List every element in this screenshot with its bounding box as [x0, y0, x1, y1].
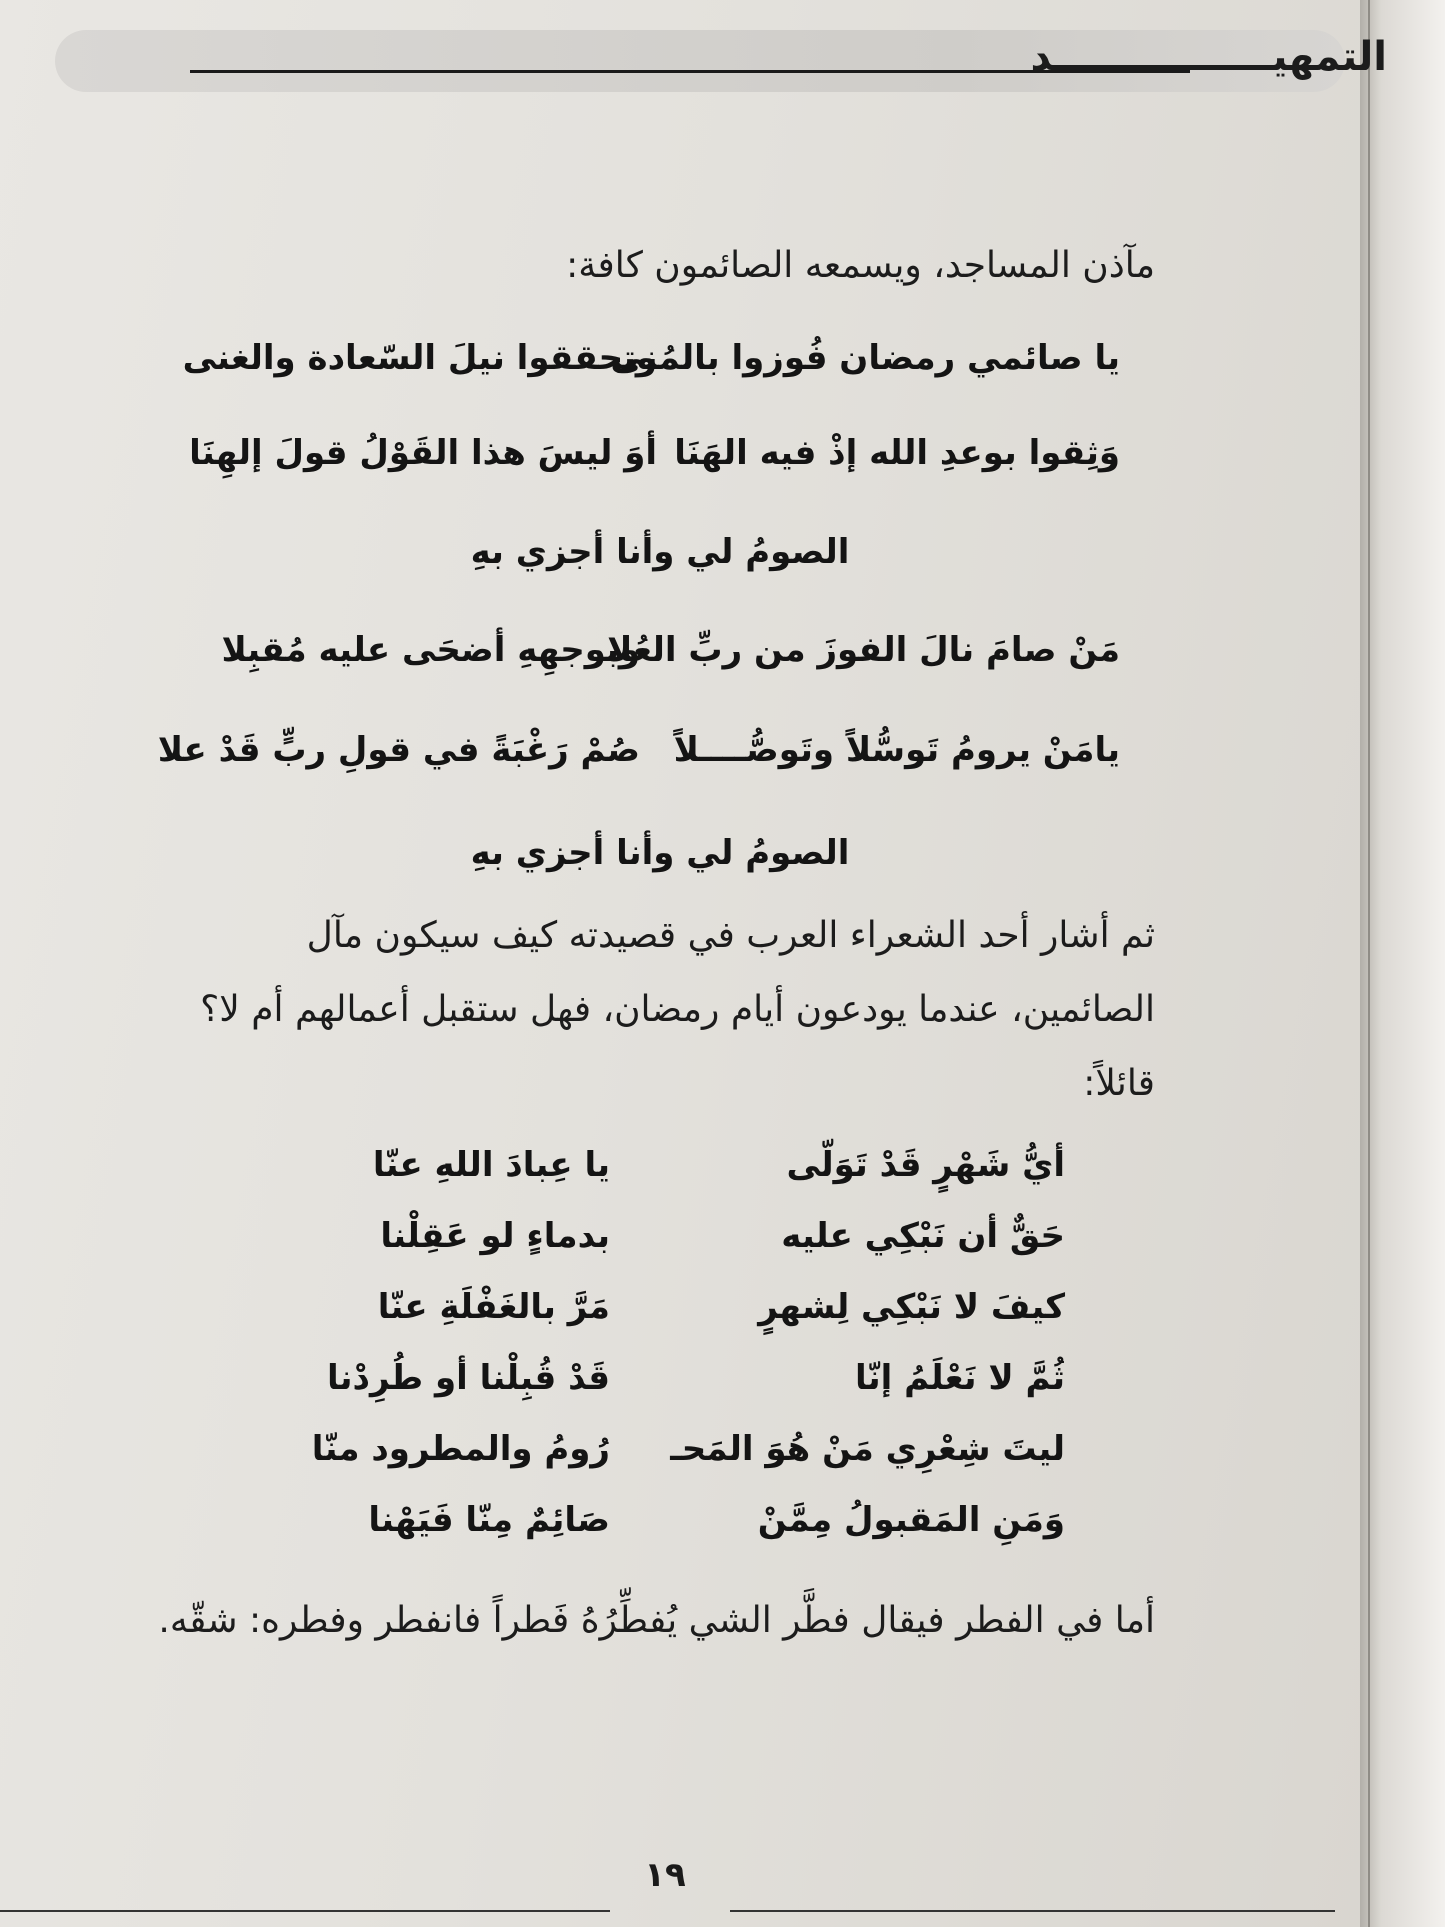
closing-line: أما في الفطر فيقال فطَّر الشي يُفطِّرُهُ فَطراً فانفطر وفطره: شقّه. — [158, 1600, 1155, 1641]
poem3-verse-6-right: وَمَنِ المَقبولُ مِمَّنْ — [757, 1500, 1065, 1540]
poem2-verse-1-right: مَنْ صامَ نالَ الفوزَ من ربِّ العُلا — [607, 630, 1120, 670]
paragraph-line-1: ثم أشار أحد الشعراء العرب في قصيدته كيف سيكون مآل — [306, 915, 1155, 956]
poem3-verse-3-right: كيفَ لا نَبْكِي لِشهرٍ — [758, 1287, 1065, 1327]
poem3-verse-2-left: بدماءٍ لو عَقِلْنا — [380, 1216, 610, 1256]
chapter-title: التمهيــــــــــــــــد — [1030, 34, 1387, 80]
refrain-1: الصومُ لي وأنا أجزي بهِ — [470, 532, 850, 572]
poem3-verse-1-right: أيُّ شَهْرٍ قَدْ تَوَلّى — [786, 1145, 1065, 1185]
poem1-verse-2-left: أوَ ليسَ هذا القَوْلُ قولَ إلهِنَا — [189, 433, 657, 473]
poem3-verse-3-left: مَرَّ بالغَفْلَةِ عنّا — [377, 1287, 610, 1327]
poem2-verse-1-left: وبوجهِهِ أضحَى عليه مُقبِلا — [221, 630, 640, 670]
adjacent-page-edge — [1360, 0, 1445, 1927]
intro-line: مآذن المساجد، ويسمعه الصائمون كافة: — [566, 245, 1155, 286]
poem1-verse-2-right: وَثِقوا بوعدِ الله إذْ فيه الهَنَا — [674, 433, 1120, 473]
paragraph-line-2: الصائمين، عندما يودعون أيام رمضان، فهل ستقبل أعمالهم أم لا؟ — [200, 989, 1155, 1030]
poem3-verse-1-left: يا عِبادَ اللهِ عنّا — [372, 1145, 610, 1185]
poem2-verse-2-right: يامَنْ يرومُ تَوسُّلاً وتَوصُّــــلاً — [673, 730, 1120, 770]
paragraph-line-3: قائلاً: — [1083, 1063, 1155, 1104]
footer-rule-left — [0, 1910, 610, 1912]
page-number: ١٩ — [644, 1855, 686, 1895]
poem2-verse-2-left: صُمْ رَغْبَةً في قولِ ربٍّ قَدْ علا — [157, 730, 640, 770]
poem3-verse-6-left: صَائِمٌ مِنّا فَيَهْنا — [368, 1500, 610, 1540]
page-gutter-line — [1368, 0, 1370, 1927]
poem3-verse-5-left: رُومُ والمطرود منّا — [311, 1429, 610, 1469]
poem3-verse-5-right: ليتَ شِعْرِي مَنْ هُوَ المَحـ — [670, 1429, 1065, 1469]
poem1-verse-1-right: يا صائمي رمضان فُوزوا بالمُنى — [610, 338, 1120, 378]
poem3-verse-4-left: قَدْ قُبِلْنا أو طُرِدْنا — [326, 1358, 610, 1398]
refrain-2: الصومُ لي وأنا أجزي بهِ — [470, 833, 850, 873]
footer-rule-right — [730, 1910, 1335, 1912]
poem3-verse-2-right: حَقٌّ أن نَبْكِي عليه — [781, 1216, 1065, 1256]
poem1-verse-1-left: وتحققوا نيلَ السّعادة والغنى — [182, 338, 657, 378]
poem3-verse-4-right: ثُمَّ لا نَعْلَمُ إنّا — [855, 1358, 1065, 1398]
